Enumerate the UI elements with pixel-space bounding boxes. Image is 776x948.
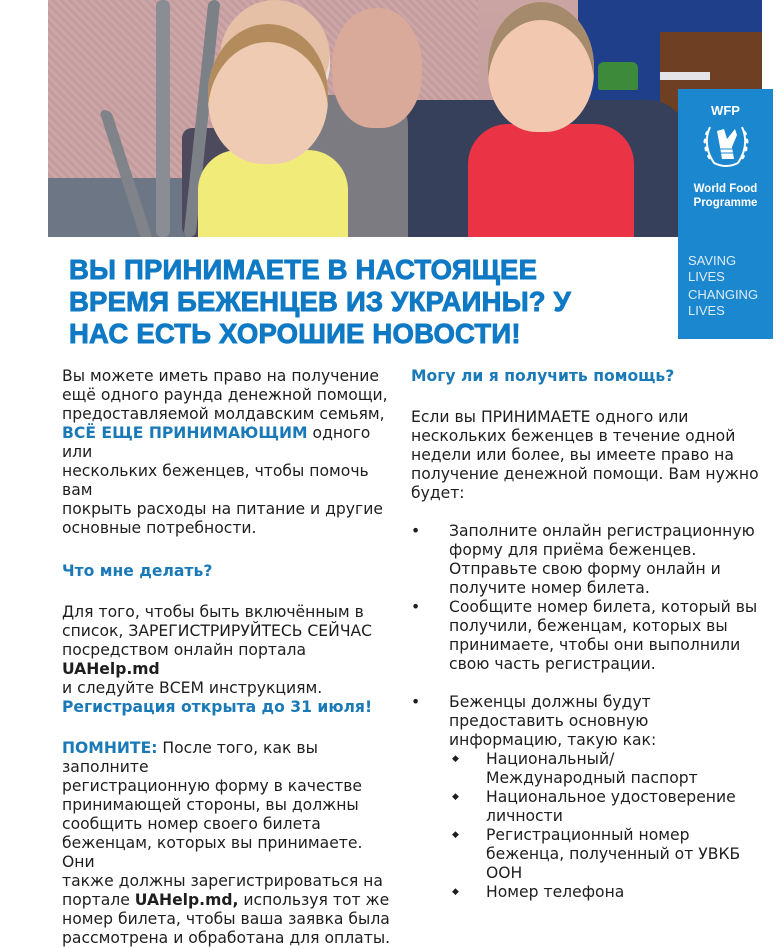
photo-boy-red-shirt	[468, 124, 634, 237]
text-line: нескольких беженцев в течение одной	[411, 427, 736, 445]
text-line: Регистрационный номер	[486, 826, 690, 844]
text-line: ещё одного раунда денежной помощи,	[62, 386, 388, 404]
text-line: Беженцы должны будут	[449, 693, 651, 711]
text-line: получили, беженцам, которых вы	[449, 617, 728, 635]
diamond-bullet-icon: ◆	[452, 754, 459, 764]
text-line: получение денежной помощи. Вам нужно	[411, 465, 759, 483]
text-line: недели или более, вы имеете право на	[411, 446, 734, 464]
text-line: Для того, чтобы быть включённым в	[62, 603, 364, 621]
text-fragment: посредством онлайн портала	[62, 641, 307, 659]
list-item	[411, 598, 771, 674]
text-line: номер билета, чтобы ваша заявка была	[62, 910, 390, 928]
diamond-bullet-icon: ◆	[452, 830, 459, 840]
tagline-line: LIVES	[688, 303, 725, 318]
uahelp-link[interactable]: UAHelp.md,	[134, 891, 239, 909]
hero-photo	[48, 0, 762, 237]
text-line: нескольких беженцев, чтобы помочь вам	[62, 462, 369, 499]
wfp-logo-panel	[678, 89, 773, 339]
text-line	[62, 641, 398, 679]
text-line: беженцам, которых вы принимаете. Они	[62, 834, 363, 871]
headline-line: ВРЕМЯ БЕЖЕНЦЕВ ИЗ УКРАИНЫ? У	[69, 286, 571, 317]
text-line: предоставить основную	[449, 712, 649, 730]
text-line: основные потребности.	[62, 519, 257, 537]
bullet-icon: •	[411, 522, 421, 540]
list-item	[449, 826, 771, 883]
registration-deadline: Регистрация открыта до 31 июля!	[62, 698, 373, 716]
photo-swing-pole	[156, 0, 170, 237]
uahelp-link[interactable]: UAHelp.md	[62, 660, 160, 678]
text-line: регистрационную форму в качестве	[62, 777, 363, 795]
text-line	[62, 891, 398, 910]
text-line: Заполните онлайн регистрационную	[449, 522, 755, 540]
bullet-icon: •	[411, 693, 421, 711]
text-line: Сообщите номер билета, который вы	[449, 598, 758, 616]
text-line: Номер телефона	[486, 883, 625, 901]
wfp-tagline-saving	[688, 253, 736, 285]
text-line: ООН	[486, 864, 523, 882]
eligibility-heading: Могу ли я получить помощь?	[411, 367, 675, 385]
list-item	[411, 522, 771, 598]
text-line: Если вы ПРИНИМАЕТЕ одного или	[411, 408, 689, 426]
left-column	[62, 367, 398, 948]
remember-paragraph	[62, 739, 398, 948]
steps-list	[411, 522, 771, 902]
text-line: личности	[486, 807, 563, 825]
tagline-line: LIVES	[688, 269, 725, 284]
text-line: беженца, полученный от УВКБ	[486, 845, 741, 863]
eligibility-paragraph	[411, 408, 771, 503]
text-fragment: используя тот же	[238, 891, 390, 909]
list-item	[449, 750, 771, 788]
what-to-do-heading: Что мне делать?	[62, 562, 213, 580]
bullet-icon: •	[411, 598, 421, 616]
list-item	[449, 883, 771, 902]
text-line: Национальный/	[486, 750, 615, 768]
photo-toy	[598, 62, 638, 90]
required-info-list	[449, 750, 771, 902]
diamond-bullet-icon: ◆	[452, 792, 459, 802]
text-line: свою часть регистрации.	[449, 655, 656, 673]
text-line	[62, 424, 398, 462]
wfp-name-line: Programme	[693, 197, 758, 209]
photo-shelf	[660, 72, 710, 80]
headline-line: НАС ЕСТЬ ХОРОШИЕ НОВОСТИ!	[69, 318, 521, 349]
text-line: список, ЗАРЕГИСТРИРУЙТЕСЬ СЕЙЧАС	[62, 622, 373, 640]
tagline-line: SAVING	[688, 253, 737, 268]
intro-paragraph	[62, 367, 398, 538]
photo-boy-head	[208, 24, 328, 164]
text-line: Вы можете иметь право на получение	[62, 367, 379, 385]
list-item	[411, 693, 771, 902]
page-headline	[69, 254, 629, 350]
text-line: сообщить номер своего билета	[62, 815, 321, 833]
text-line: принимающей стороны, вы должны	[62, 796, 359, 814]
headline-line: ВЫ ПРИНИМАЕТЕ В НАСТОЯЩЕЕ	[69, 254, 538, 285]
text-line: получите номер билета.	[449, 579, 650, 597]
what-to-do-paragraph	[62, 603, 398, 717]
remember-label: ПОМНИТЕ:	[62, 739, 158, 757]
text-line: Национальное удостоверение	[486, 788, 736, 806]
photo-grandfather-head	[332, 8, 422, 128]
text-line: Международный паспорт	[486, 769, 698, 787]
text-line: предоставляемой молдавским семьям,	[62, 405, 385, 423]
diamond-bullet-icon: ◆	[452, 887, 459, 897]
text-fragment: одного или	[62, 424, 371, 461]
text-fragment: После того, как вы заполните	[62, 739, 318, 776]
wfp-tagline-changing	[688, 287, 758, 319]
text-line: форму для приёма беженцев.	[449, 541, 697, 559]
text-line	[62, 739, 398, 777]
wfp-name-line: World Food	[693, 183, 758, 195]
text-fragment: портале	[62, 891, 135, 909]
text-line: рассмотрена и обработана для оплаты.	[62, 929, 391, 947]
still-hosting-highlight: ВСЁ ЕЩЕ ПРИНИМАЮЩИМ	[62, 424, 308, 442]
right-column	[411, 367, 771, 902]
text-line: принимаете, чтобы они выполнили	[449, 636, 741, 654]
text-line: покрыть расходы на питание и другие	[62, 500, 383, 518]
wfp-name	[678, 182, 773, 210]
photo-boy-head	[488, 2, 594, 132]
tagline-line: CHANGING	[688, 287, 759, 302]
wfp-emblem-icon	[700, 119, 752, 171]
list-item	[449, 788, 771, 826]
wfp-acronym: WFP	[711, 103, 740, 118]
text-line: информацию, такую как:	[449, 731, 657, 749]
text-line: и следуйте ВСЕМ инструкциям.	[62, 679, 323, 697]
text-line: также должны зарегистрироваться на	[62, 872, 383, 890]
text-line: будет:	[411, 484, 465, 502]
text-line: Отправьте свою форму онлайн и	[449, 560, 721, 578]
